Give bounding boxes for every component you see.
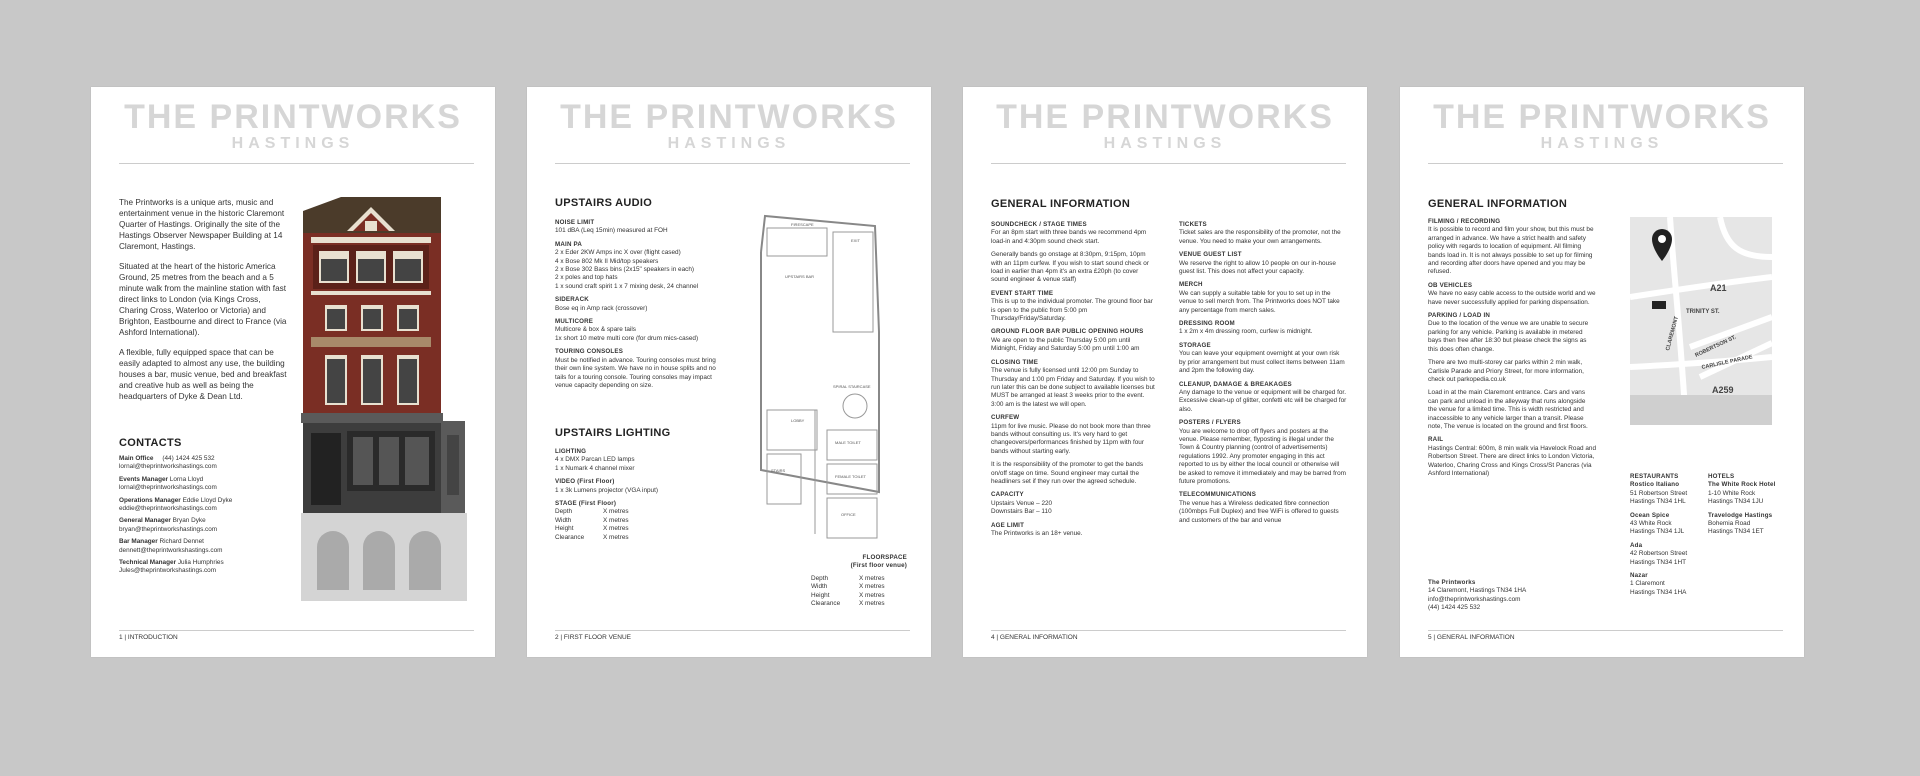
brand-subtitle: HASTINGS	[231, 135, 355, 152]
page-footer: 2 | FIRST FLOOR VENUE	[555, 634, 631, 641]
svg-text:CARLISLE PARADE: CARLISLE PARADE	[1701, 354, 1754, 371]
brand-title: THE PRINTWORKS	[560, 98, 898, 136]
lighting-specs: LIGHTING 4 x DMX Parcan LED lamps 1 x Numark 4 channel mixer VIDEO (First Floor) 1 x 3k Lumens projector (VGA input) STAGE (First Floor) Depth X metres Width X metres Height X metres Clearance X metres	[555, 448, 659, 541]
lighting-title: UPSTAIRS LIGHTING	[555, 427, 671, 439]
contacts-title: CONTACTS	[119, 437, 182, 449]
contact-email[interactable]: bryan@theprintworkshastings.com	[119, 525, 218, 533]
info-column-right: TICKETS Ticket sales are the responsibility of the promoter, not the venue. You need to make your own arrangements. VENUE GUEST LIST We reserve the right to allow 10 people on our in-house guest list. This does not affect your capacity. MERCH We can supply a suitable table for you to set up in the venue to sell merch from. The Printworks does NOT take any percentage from merch sales. DRESSING ROOM 1 x 2m x 4m dressing room, curfew is midnight. STORAGE You can leave your equipment overnight at your own risk by prior arrangement but must collect items between 11am and 2pm the following day. CLEANUP, DAMAGE & BREAKAGES Any damage to the venue or equipment will be charged for. Excessive clean-up of glitter, confetti etc will be charged for also. POSTERS / FLYERS You are welcome to drop off flyers and posters at the venue. Please remember, flyposting is illegal under the Town & Country planning (control of advertisements) regulations 1992. Any promoter engaging in this act reported to us by either the local council or otherwise will be asked to remove it immediately and may be barred from future promotions. TELECOMMUNICATIONS The venue has a Wireless dedicated fibre connection (100mbps Full Duplex) and free WiFi is offered to guests and customers of the bar and venue	[1179, 221, 1347, 524]
contact-entry: Operations Manager Eddie Lloyd Dyke eddie@theprintworkshastings.com	[119, 496, 233, 513]
svg-text:A259: A259	[1712, 385, 1734, 395]
intro-paragraph: The Printworks is a unique arts, music and entertainment venue in the historic Claremont Quarter of Hastings. Originally the site of the Hastings Observer Newspaper Building at 14 Claremont, Hastings.	[119, 198, 285, 251]
svg-text:ROBERTSON ST.: ROBERTSON ST.	[1694, 334, 1738, 359]
contact-email[interactable]: Jules@theprintworkshastings.com	[119, 567, 217, 575]
address-email[interactable]: info@theprintworkshastings.com	[1428, 595, 1521, 603]
building-illustration	[301, 195, 471, 601]
page-introduction	[91, 87, 495, 657]
page-footer: 4 | GENERAL INFORMATION	[991, 634, 1078, 641]
divider	[555, 630, 910, 631]
svg-text:A21: A21	[1710, 283, 1727, 293]
svg-text:OFFICE: OFFICE	[841, 512, 856, 517]
contact-entry: Main Office (44) 1424 425 532 lornal@theprintworkshastings.com	[119, 455, 217, 471]
svg-text:EXIT: EXIT	[851, 238, 860, 243]
divider	[991, 163, 1346, 164]
page-general-information-1	[963, 87, 1367, 657]
brand-title: THE PRINTWORKS	[996, 98, 1334, 136]
brand-header	[963, 99, 1367, 153]
contact-entry: Technical Manager Julia Humphries Jules@theprintworkshastings.com	[119, 559, 224, 575]
divider	[119, 630, 474, 631]
section-title: GENERAL INFORMATION	[1428, 198, 1568, 210]
brand-header	[91, 99, 495, 153]
svg-text:LOBBY: LOBBY	[791, 418, 805, 423]
divider	[555, 163, 910, 164]
page-footer: 5 | GENERAL INFORMATION	[1428, 634, 1515, 641]
brand-subtitle: HASTINGS	[667, 135, 791, 152]
divider	[119, 163, 474, 164]
page-general-information-2	[1400, 87, 1804, 657]
brand-title: THE PRINTWORKS	[124, 98, 462, 136]
divider	[1428, 630, 1783, 631]
svg-text:CLAREMONT: CLAREMONT	[1665, 315, 1680, 352]
divider	[1428, 163, 1783, 164]
brand-subtitle: HASTINGS	[1540, 135, 1664, 152]
divider	[991, 630, 1346, 631]
intro-paragraph: Situated at the heart of the historic America Ground, 25 metres from the beach and a 5 minute walk from the mainline station with fast direct links to London (via Kings Cross, Charing Cross, Waterloo or Victoria) and Brighton, Eastbourne and direct to France (via Ashford International).	[119, 262, 287, 337]
audio-title: UPSTAIRS AUDIO	[555, 197, 653, 209]
contact-email[interactable]: eddie@theprintworkshastings.com	[119, 505, 217, 513]
svg-text:SPIRAL STAIRCASE: SPIRAL STAIRCASE	[833, 384, 871, 389]
svg-text:FEMALE TOILET: FEMALE TOILET	[835, 474, 866, 479]
page-first-floor-venue	[527, 87, 931, 657]
contacts-list	[119, 455, 299, 580]
brand-subtitle: HASTINGS	[1103, 135, 1227, 152]
info-column-left: FILMING / RECORDING It is possible to record and film your show, but this must be arranged in advance. We have a strict health and safety policy with regards to location of equipment. All filming bands load in. It is not always possible to set up for filming and recording after doors have opened and you may be refused. OB VEHICLES We have no easy cable access to the outside world and we have never successfully applied for parking dispensation. PARKING / LOAD IN Due to the location of the venue we are unable to secure parking for any vehicle. Parking is available in metered bays then free after 18:30 but please check the signs as this does often change. There are two multi-storey car parks within 2 min walk, Carlisle Parade and Priory Street, for more information, check out parkopedia.co.uk Load in at the main Claremont entrance. Cars and vans can park and unload in the alleyway that runs alongside the venue for a limited time. This is width restricted and inaccessible to any vehicle larger than a transit. Please note, The venue is located on the ground and first floors. RAIL Hastings Central: 600m, 8 min walk via Havelock Road and Robertson Street. There are direct links to London Victoria, Waterloo, Charing Cross and Kings Cross/St Pancras (via Ashford International)	[1428, 218, 1597, 477]
section-title: GENERAL INFORMATION	[991, 198, 1131, 210]
brand-title: THE PRINTWORKS	[1433, 98, 1771, 136]
svg-text:UPSTAIRS BAR: UPSTAIRS BAR	[785, 274, 815, 279]
svg-text:MALE TOILET: MALE TOILET	[835, 440, 861, 445]
svg-text:FIRESCAPE: FIRESCAPE	[791, 222, 814, 227]
page-footer: 1 | INTRODUCTION	[119, 634, 178, 641]
intro-paragraph: A flexible, fully equipped space that can be easily adapted to almost any use, the building houses a bar, music venue, bed and breakfast and creative hub as well as being the headquarters of Dyke & Dean Ltd.	[119, 348, 287, 401]
contact-entry: General Manager Bryan Dyke bryan@theprintworkshastings.com	[119, 517, 218, 533]
svg-text:TRINITY ST.: TRINITY ST.	[1686, 309, 1720, 315]
contact-email[interactable]: dennett@theprintworkshastings.com	[119, 546, 223, 554]
hotels-list: HOTELS The White Rock Hotel 1-10 White Rock Hastings TN34 1JU Travelodge Hastings Bohemia Road Hastings TN34 1ET	[1708, 473, 1776, 536]
contact-entry: Events Manager Lorna Lloyd lornal@theprintworkshastings.com	[119, 475, 217, 492]
audio-specs: NOISE LIMIT 101 dBA (Leq 15min) measured at FOH MAIN PA 2 x Eder 2KW Amps inc X over (flight cased) 4 x Bose 802 Mk II Mid/top speakers 2 x Bose 302 Bass bins (2x15" speakers in each) 2 x poles and top hats 1 x sound craft spirit 1 x 7 mixing desk, 24 channel SIDERACK Bose eq in Amp rack (crossover) MULTICORE Multicore & box & spare tails 1x short 10 metre multi core (for drum mics-cased) TOURING CONSOLES Must be notified in advance. Touring consoles must bring their own line system. We have no in house splits and no tails for a touring console. Touring consoles may impact venue capacity depending on size.	[555, 219, 716, 389]
restaurants-list: RESTAURANTS Rostico Italiano 51 Robertson Street Hastings TN34 1HL Ocean Spice 43 White Rock Hastings TN34 1JL Ada 42 Robertson Street Hastings TN34 1HT Nazar 1 Claremont Hastings TN34 1HA	[1630, 473, 1688, 596]
venue-address: The Printworks 14 Claremont, Hastings TN34 1HA info@theprintworkshastings.com (44) 1424 425 532	[1428, 579, 1596, 613]
location-map	[1630, 217, 1772, 425]
svg-text:STAIRS: STAIRS	[771, 468, 786, 473]
contact-entry: Bar Manager Richard Dennet dennett@theprintworkshastings.com	[119, 538, 223, 554]
contact-email[interactable]: lornal@theprintworkshastings.com	[119, 463, 217, 471]
intro-text	[119, 197, 289, 411]
floorspace-specs: FLOORSPACE (First floor venue) Depth X metres Width X metres Height X metres Clearance X metres	[811, 554, 907, 608]
info-column-left: SOUNDCHECK / STAGE TIMES For an 8pm start with three bands we recommend 4pm load-in and 4:30pm sound check start. Generally bands go onstage at 8:30pm, 9:15pm, 10pm with an 11pm curfew. If you wish to start sound check or load in earlier than 4pm it's an extra £20ph (to cover sound engineer & venue staff) EVENT START TIME This is up to the individual promoter. The ground floor bar is open to the public from 5:00 pm Thursday/Friday/Saturday. GROUND FLOOR BAR PUBLIC OPENING HOURS We are open to the public Thursday 5:00 pm until Midnight, Friday and Saturday 5:00 pm until 1:00 am CLOSING TIME The venue is fully licensed until 12:00 pm Sunday to Thursday and 1:00 pm Friday and Saturday. If you wish to run later this can be done subject to available licenses but MUST be arranged at least 3 weeks prior to the event. 3:00 am is the latest we will open. CURFEW 11pm for live music. Please do not book more than three bands without consulting us. It's very hard to get changeovers/performances finished by 11pm with four bands without starting early. It is the responsibility of the promoter to get the bands on/off stage on time. Sound engineer may curtail the headliners set if they run over the agreed schedule. CAPACITY Upstairs Venue – 220 Downstairs Bar – 110 AGE LIMIT The Printworks is an 18+ venue.	[991, 221, 1155, 537]
contact-email[interactable]: lornal@theprintworkshastings.com	[119, 484, 217, 492]
brand-header	[1400, 99, 1804, 153]
brand-header	[527, 99, 931, 153]
